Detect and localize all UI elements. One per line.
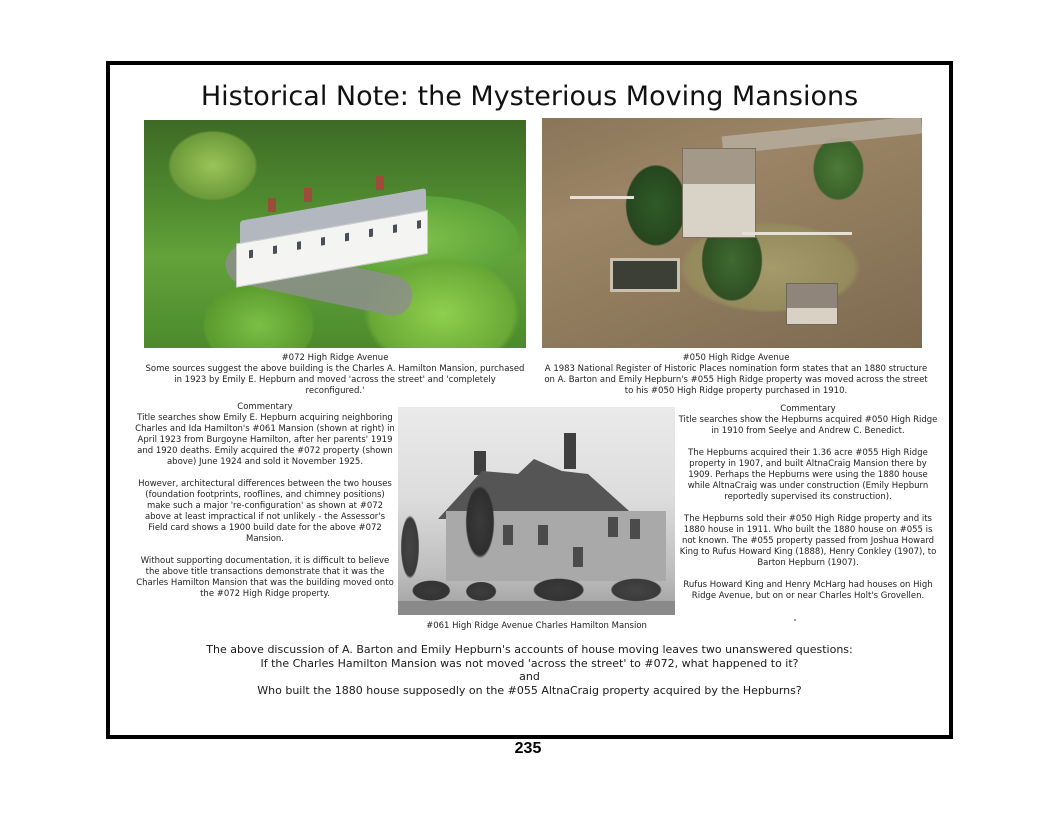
page-title: Historical Note: the Mysterious Moving Mansions — [200, 81, 859, 112]
commentary-heading: Commentary — [780, 404, 836, 414]
caption-body: A 1983 National Register of Historic Places nomination form states that an 1880 structure on A. Barton and Emily Hepburn's #055 High Ridge property was moved across the street to his #050 High Ridge property purchased in 1910. — [544, 364, 928, 396]
cottage — [786, 283, 838, 325]
conclusion-line: The above discussion of A. Barton and Emily Hepburn's accounts of house moving leaves two unanswered questions: — [206, 643, 853, 656]
caption-title: #050 High Ridge Avenue — [682, 353, 790, 363]
commentary-paragraph: The Hepburns acquired their 1.36 acre #055 High Ridge property in 1907, and built AltnaCraig Mansion there by 1909. Perhaps the Hepburns were using the 1880 house while AltnaCraig was under construction (Emily Hepburn reportedly supervised its construction). — [687, 448, 929, 502]
white-colonial-house — [236, 182, 436, 277]
chimney — [268, 198, 276, 212]
commentary-paragraph: However, architectural differences between the two houses (foundation footprints, rooflines, and chimney positions) make such a major 're-configuration' as shown at #072 above at least impractical if not unlikely - the Assessor's Field card shows a 1900 build date for the above #072 Mansion. — [138, 479, 392, 544]
chimney — [564, 433, 576, 469]
chimney — [376, 176, 384, 190]
swimming-pool — [610, 258, 680, 292]
conclusion-line: If the Charles Hamilton Mansion was not moved 'across the street' to #072, what happened to it? — [260, 656, 799, 670]
mansion-roof — [682, 148, 756, 238]
commentary-paragraph: The Hepburns sold their #050 High Ridge property and its 1880 house in 1911. Who built the 1880 house on #055 is not known. The #055 property passed from Joshua Howard King to Rufus Howard King (1888), Henry Conkley (1907), to Barton Hepburn (1907). — [679, 514, 937, 568]
bw-photo-061-hamilton-mansion — [398, 407, 675, 615]
page-number: 235 — [514, 740, 542, 757]
conclusion-line: and — [519, 670, 540, 683]
commentary-paragraph: Without supporting documentation, it is difficult to believe the above title transactions demonstrate that it was the Charles Hamilton Mansion that was the building moved onto the #072 High Ridge property. — [136, 556, 394, 599]
commentary-paragraph: Rufus Howard King and Henry McHarg had houses on High Ridge Avenue, but on or near Charles Holt's Grovellen. — [683, 580, 933, 601]
commentary-right — [678, 404, 938, 602]
commentary-left — [134, 402, 396, 600]
aerial-photo-050-high-ridge — [542, 118, 922, 348]
commentary-paragraph: Title searches show the Hepburns acquired #050 High Ridge in 1910 from Seelye and Andrew C. Benedict. — [678, 415, 938, 436]
caption-061: #061 High Ridge Avenue Charles Hamilton Mansion — [426, 621, 647, 631]
page-frame — [106, 61, 953, 739]
caption-body: Some sources suggest the above building is the Charles A. Hamilton Mansion, purchased in 1923 by Emily E. Hepburn and moved 'across the street' and 'completely reconfigured.' — [145, 364, 525, 396]
shrubs — [398, 569, 675, 605]
caption-050 — [544, 353, 928, 397]
caption-072 — [140, 353, 530, 397]
chimney — [304, 188, 312, 202]
stray-mark — [794, 619, 796, 621]
conclusion-line: Who built the 1880 house supposedly on the #055 AltnaCraig property acquired by the Hepburns? — [257, 683, 802, 697]
caption-title: #072 High Ridge Avenue — [281, 353, 389, 363]
white-fence — [742, 232, 852, 235]
commentary-heading: Commentary — [237, 402, 293, 412]
commentary-paragraph: Title searches show Emily E. Hepburn acquiring neighboring Charles and Ida Hamilton's #061 Mansion (shown at right) in April 1923 from Burgoyne Hamilton, after her parents' 1919 and 1920 deaths. Emily acquired the #072 property (shown above) June 1924 and sold it November 1925. — [135, 413, 395, 467]
ivy — [460, 467, 500, 577]
conclusion — [110, 643, 949, 697]
aerial-photo-072-high-ridge — [144, 120, 526, 348]
